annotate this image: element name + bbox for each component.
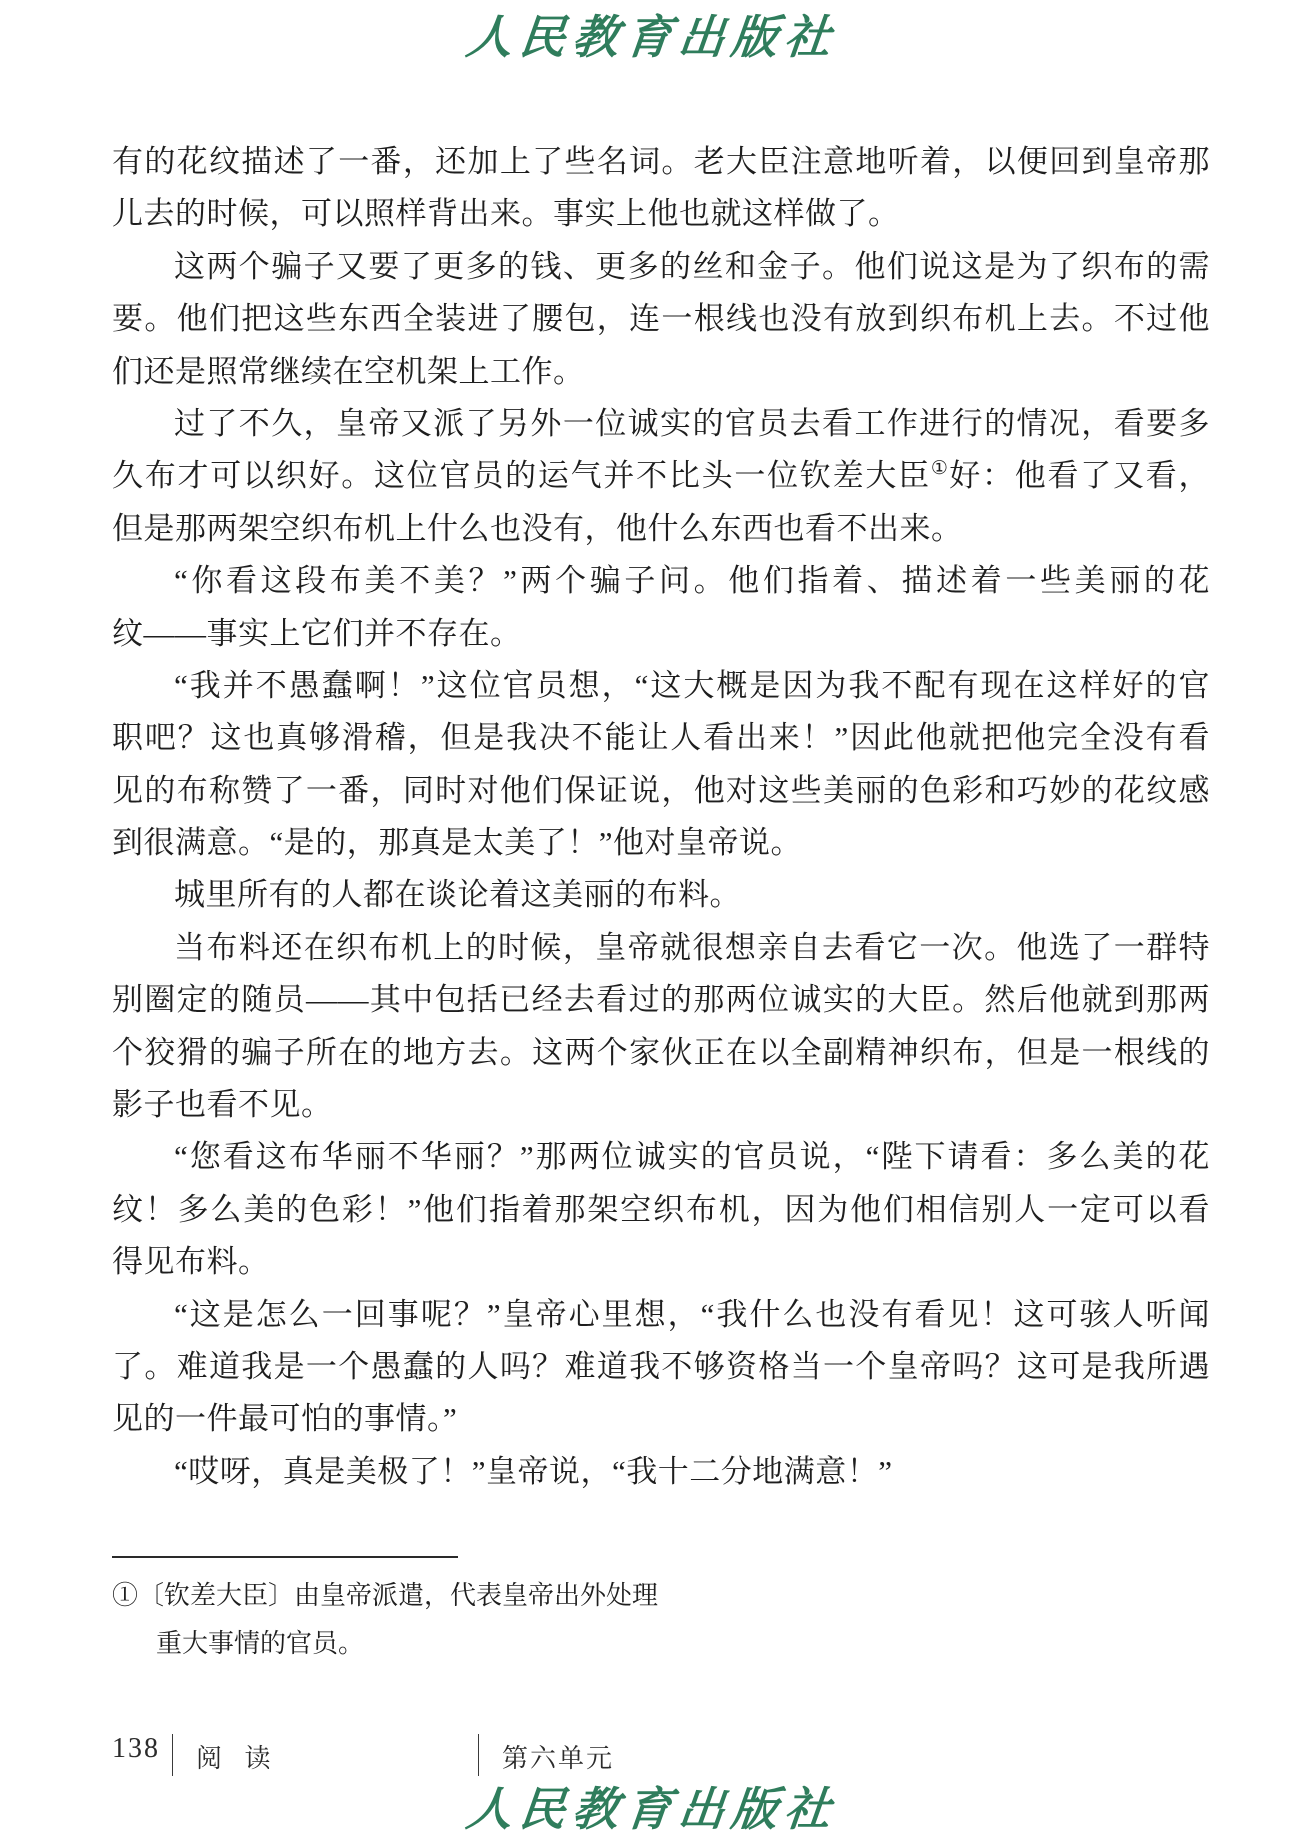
- body-line: [112, 450, 1210, 502]
- footer-divider: [478, 1734, 479, 1776]
- footer-unit-label: 第六单元: [502, 1744, 615, 1773]
- body-line: 纹——事实上它们并不存在。: [112, 615, 522, 651]
- body-line: 别圈定的随员——其中包括已经去看过的那两位诚实的大臣。然后他就到那两: [112, 982, 1210, 1018]
- body-line: “这是怎么一回事呢？”皇帝心里想，“我什么也没有看见！这可骇人听闻: [174, 1296, 1210, 1332]
- body-line-text: 好：他看了又看，: [949, 458, 1210, 494]
- body-line: 到很满意。“是的，那真是太美了！”他对皇帝说。: [112, 825, 803, 861]
- publisher-logo-bottom: 人民教育出版社: [463, 1782, 840, 1836]
- footnote-line: ①〔钦差大臣〕由皇帝派遣，代表皇帝出外处理: [112, 1581, 659, 1610]
- footnote-line: 重大事情的官员。: [156, 1629, 365, 1658]
- body-line-text: 久布才可以织好。这位官员的运气并不比头一位钦差大臣: [112, 458, 931, 494]
- body-line: 影子也看不见。: [112, 1087, 333, 1123]
- body-line: 这两个骗子又要了更多的钱、更多的丝和金子。他们说这是为了织布的需: [174, 248, 1210, 284]
- body-line: 纹！多么美的色彩！”他们指着那架空织布机，因为他们相信别人一定可以看: [112, 1191, 1210, 1227]
- body-line: 们还是照常继续在空机架上工作。: [112, 353, 585, 389]
- footnote-ref-mark: ①: [930, 458, 950, 480]
- body-line: 儿去的时候，可以照样背出来。事实上他也就这样做了。: [112, 196, 900, 232]
- footer-divider: [172, 1734, 173, 1776]
- publisher-logo-top: 人民教育出版社: [463, 10, 840, 64]
- body-line: 职吧？这也真够滑稽，但是我决不能让人看出来！”因此他就把他完全没有看: [112, 720, 1210, 756]
- footnote: [112, 1572, 672, 1668]
- body-line: 城里所有的人都在谈论着这美丽的布料。: [174, 877, 741, 913]
- body-line: 当布料还在织布机上的时候，皇帝就很想亲自去看它一次。他选了一群特: [174, 929, 1210, 965]
- body-line: 见的一件最可怕的事情。”: [112, 1401, 458, 1437]
- page-number: 138: [112, 1733, 160, 1764]
- body-line: 要。他们把这些东西全装进了腰包，连一根线也没有放到织布机上去。不过他: [112, 301, 1210, 337]
- body-line: 个狡猾的骗子所在的地方去。这两个家伙正在以全副精神织布，但是一根线的: [112, 1034, 1210, 1070]
- body-line: 但是那两架空织布机上什么也没有，他什么东西也看不出来。: [112, 510, 963, 546]
- body-text: [112, 136, 1210, 1498]
- body-line: 有的花纹描述了一番，还加上了些名词。老大臣注意地听着，以便回到皇帝那: [112, 144, 1210, 179]
- body-line: “我并不愚蠢啊！”这位官员想，“这大概是因为我不配有现在这样好的官: [174, 667, 1210, 703]
- body-line: 了。难道我是一个愚蠢的人吗？难道我不够资格当一个皇帝吗？这可是我所遇: [112, 1348, 1210, 1384]
- body-line: 得见布料。: [112, 1244, 270, 1280]
- body-line: “您看这布华丽不华丽？”那两位诚实的官员说，“陛下请看：多么美的花: [174, 1139, 1210, 1175]
- footer-section-label: 阅 读: [196, 1744, 279, 1773]
- body-line: 过了不久，皇帝又派了另外一位诚实的官员去看工作进行的情况，看要多: [174, 405, 1210, 441]
- footnote-divider: [112, 1556, 458, 1558]
- body-line: “哎呀，真是美极了！”皇帝说，“我十二分地满意！”: [174, 1453, 893, 1489]
- body-line: 见的布称赞了一番，同时对他们保证说，他对这些美丽的色彩和巧妙的花纹感: [112, 772, 1210, 808]
- body-line: “你看这段布美不美？”两个骗子问。他们指着、描述着一些美丽的花: [174, 563, 1210, 599]
